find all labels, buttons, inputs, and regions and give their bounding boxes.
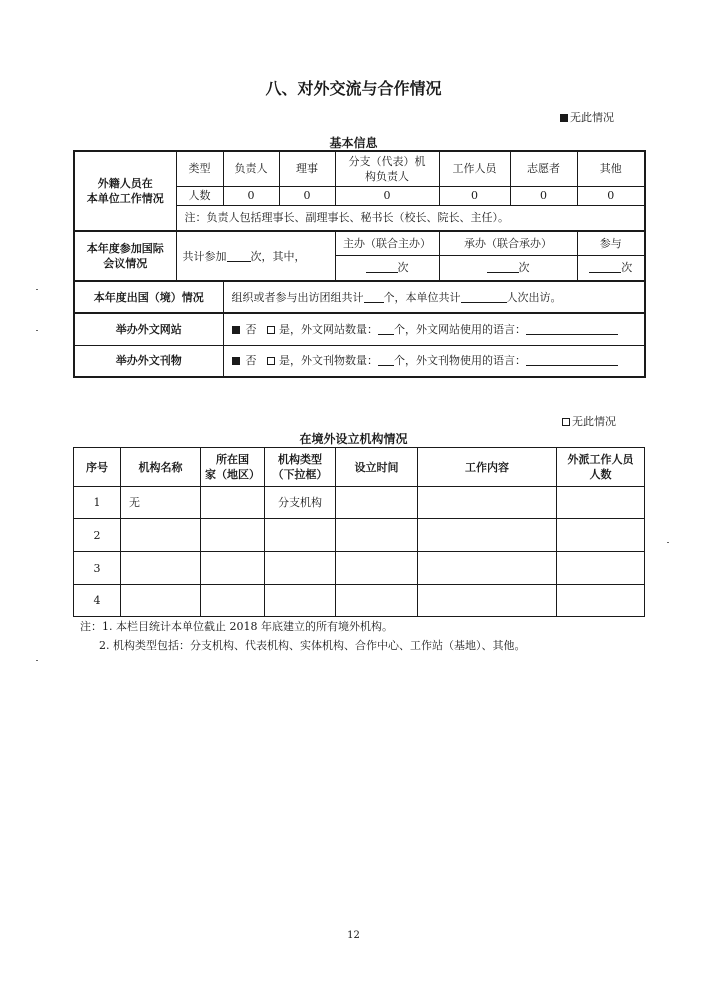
checkbox-empty-icon xyxy=(562,418,570,426)
abroad-label: 本年度出国（境）情况 xyxy=(74,281,223,313)
header-index: 序号 xyxy=(74,448,121,487)
foreign-staff-note: 注：负责人包括理事长、副理事长、秘书长（校长、院长、主任）。 xyxy=(176,205,645,231)
times-unit: 次 xyxy=(621,261,633,275)
scan-speck xyxy=(36,330,38,331)
website-count-blank[interactable] xyxy=(378,323,394,335)
row-index: 1 xyxy=(74,487,121,519)
count-cell[interactable]: 0 xyxy=(223,186,279,205)
header-staff: 外派工作人员 人数 xyxy=(557,448,645,487)
type-dropdown[interactable]: 分支机构 xyxy=(265,487,336,519)
date-cell[interactable] xyxy=(336,552,418,585)
conference-role-participate: 参与 xyxy=(577,231,645,255)
type-dropdown[interactable] xyxy=(265,585,336,617)
name-cell[interactable] xyxy=(121,585,201,617)
periodical-yes-checkbox[interactable] xyxy=(267,357,275,365)
abroad-text-b: 个，本单位共计 xyxy=(383,290,461,304)
row-index: 2 xyxy=(74,519,121,552)
periodical-yes-label: 是，外文刊物数量： xyxy=(279,354,378,368)
staff-cell[interactable] xyxy=(557,585,645,617)
table-row xyxy=(74,487,645,519)
times-unit: 次 xyxy=(518,261,530,275)
overseas-table xyxy=(73,447,645,617)
page-number: 12 xyxy=(347,930,360,941)
website-unit: 个，外文网站使用的语言： xyxy=(394,322,526,336)
header-cell: 类型 xyxy=(176,151,223,186)
website-yes-label: 是，外文网站数量： xyxy=(279,322,378,336)
name-cell[interactable]: 无 xyxy=(121,487,201,519)
type-dropdown[interactable] xyxy=(265,552,336,585)
periodical-unit: 个，外文刊物使用的语言： xyxy=(394,354,526,368)
periodical-count-blank[interactable] xyxy=(378,354,394,366)
website-language-blank[interactable] xyxy=(526,323,618,335)
table-row xyxy=(74,519,645,552)
table-row xyxy=(74,585,645,617)
abroad-persons-blank[interactable] xyxy=(461,291,507,303)
conference-total-blank[interactable] xyxy=(227,250,251,262)
website-yes-checkbox[interactable] xyxy=(267,326,275,334)
basic-no-situation-checkbox[interactable] xyxy=(560,109,614,125)
header-date: 设立时间 xyxy=(336,448,418,487)
overseas-no-situation-checkbox[interactable] xyxy=(562,413,616,429)
abroad-groups-blank[interactable] xyxy=(364,291,384,303)
host-times[interactable] xyxy=(335,255,439,281)
count-cell[interactable]: 0 xyxy=(577,186,645,205)
conference-label: 本年度参加国际 会议情况 xyxy=(74,231,176,281)
row-index: 4 xyxy=(74,585,121,617)
header-cell: 分支（代表）机 构负责人 xyxy=(335,151,439,186)
checkbox-checked-icon xyxy=(560,114,568,122)
name-cell[interactable] xyxy=(121,519,201,552)
conference-role-host: 主办（联合主办） xyxy=(335,231,439,255)
participate-times-blank[interactable] xyxy=(589,261,621,273)
foreign-staff-label: 外籍人员在 本单位工作情况 xyxy=(74,151,176,231)
participate-times[interactable] xyxy=(577,255,645,281)
count-cell[interactable]: 0 xyxy=(279,186,335,205)
scan-speck xyxy=(667,542,669,543)
abroad-text-a: 组织或者参与出访团组共计 xyxy=(231,290,364,304)
count-cell[interactable]: 0 xyxy=(335,186,439,205)
header-country: 所在国 家（地区） xyxy=(201,448,265,487)
header-type: 机构类型 （下拉框） xyxy=(265,448,336,487)
header-cell: 负责人 xyxy=(223,151,279,186)
work-cell[interactable] xyxy=(418,552,557,585)
count-cell[interactable]: 0 xyxy=(439,186,510,205)
staff-cell[interactable] xyxy=(557,552,645,585)
periodical-content xyxy=(223,345,645,377)
row-index: 3 xyxy=(74,552,121,585)
scan-speck xyxy=(36,660,38,661)
header-cell: 工作人员 xyxy=(439,151,510,186)
host-times-blank[interactable] xyxy=(366,261,398,273)
times-unit: 次 xyxy=(397,261,409,275)
country-cell[interactable] xyxy=(201,487,265,519)
organize-times-blank[interactable] xyxy=(487,261,519,273)
conference-total-suffix: 次，其中， xyxy=(250,249,306,263)
count-cell[interactable]: 0 xyxy=(510,186,577,205)
page-title: 八、对外交流与合作情况 xyxy=(265,79,442,98)
organize-times[interactable] xyxy=(439,255,577,281)
periodical-label: 举办外文刊物 xyxy=(74,345,223,377)
type-dropdown[interactable] xyxy=(265,519,336,552)
scan-speck xyxy=(36,289,38,290)
staff-cell[interactable] xyxy=(557,519,645,552)
periodical-language-blank[interactable] xyxy=(526,354,618,366)
work-cell[interactable] xyxy=(418,585,557,617)
overseas-no-situation-label: 无此情况 xyxy=(572,415,616,428)
header-cell: 其他 xyxy=(577,151,645,186)
basic-info-caption: 基本信息 xyxy=(329,136,378,150)
header-name: 机构名称 xyxy=(121,448,201,487)
periodical-no-checkbox[interactable] xyxy=(232,357,240,365)
count-label: 人数 xyxy=(176,186,223,205)
staff-cell[interactable] xyxy=(557,487,645,519)
table-row xyxy=(74,552,645,585)
conference-role-organize: 承办（联合承办） xyxy=(439,231,577,255)
header-cell: 理事 xyxy=(279,151,335,186)
website-label: 举办外文网站 xyxy=(74,313,223,345)
website-no-label: 否 xyxy=(245,322,257,336)
abroad-content[interactable] xyxy=(223,281,645,313)
conference-total-prefix: 共计参加 xyxy=(182,249,227,263)
header-cell: 志愿者 xyxy=(510,151,577,186)
country-cell[interactable] xyxy=(201,519,265,552)
website-content xyxy=(223,313,645,345)
note-2: 2. 机构类型包括：分支机构、代表机构、实体机构、合作中心、工作站（基地）、其他。 xyxy=(99,639,526,652)
header-work: 工作内容 xyxy=(418,448,557,487)
country-cell[interactable] xyxy=(201,585,265,617)
basic-no-situation-label: 无此情况 xyxy=(570,111,614,124)
date-cell[interactable] xyxy=(336,585,418,617)
work-cell[interactable] xyxy=(418,487,557,519)
abroad-text-c: 人次出访。 xyxy=(506,290,562,304)
date-cell[interactable] xyxy=(336,487,418,519)
work-cell[interactable] xyxy=(418,519,557,552)
country-cell[interactable] xyxy=(201,552,265,585)
conference-total[interactable] xyxy=(176,231,335,281)
basic-info-table xyxy=(73,150,646,378)
notes-block xyxy=(80,617,526,655)
note-1: 注：1. 本栏目统计本单位截止 2018 年底建立的所有境外机构。 xyxy=(80,620,393,633)
name-cell[interactable] xyxy=(121,552,201,585)
periodical-no-label: 否 xyxy=(245,354,257,368)
date-cell[interactable] xyxy=(336,519,418,552)
overseas-caption: 在境外设立机构情况 xyxy=(299,432,408,446)
website-no-checkbox[interactable] xyxy=(232,326,240,334)
